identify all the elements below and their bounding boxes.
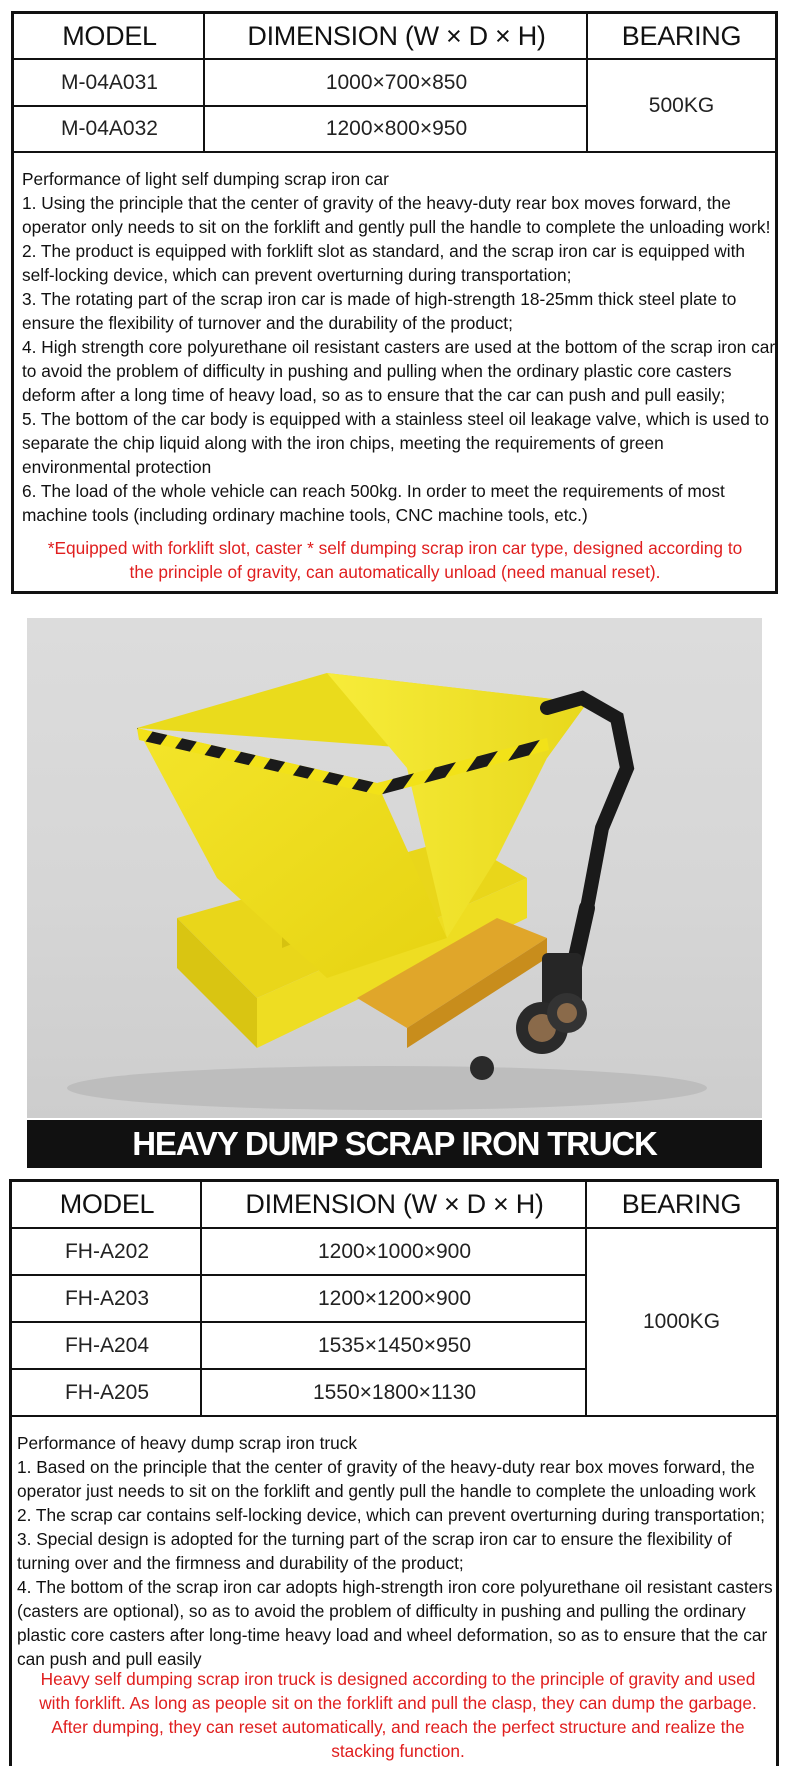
model-cell: M-04A032 bbox=[61, 117, 158, 140]
divider bbox=[14, 105, 588, 107]
spec-block-light bbox=[11, 11, 778, 594]
performance-item: 2. The product is equipped with forklift slot as standard, and the scrap iron car is equipped with self-locking device, which can prevent overturning during transportation; bbox=[22, 241, 746, 285]
dimension-cell: 1200×1000×900 bbox=[318, 1239, 471, 1263]
divider bbox=[12, 1368, 587, 1370]
divider bbox=[14, 58, 775, 60]
performance-text-heavy bbox=[17, 1431, 777, 1671]
performance-item: 3. Special design is adopted for the turning part of the scrap iron car to ensure the flexibility of turning over and the firmness and durability of the product; bbox=[17, 1529, 732, 1573]
performance-item: 6. The load of the whole vehicle can reach 500kg. In order to meet the requirements of most machine tools (including ordinary machine tools, CNC machine tools, etc.) bbox=[22, 481, 725, 525]
divider bbox=[200, 1182, 202, 1415]
performance-item: 4. The bottom of the scrap iron car adopts high-strength iron core polyurethane oil resistant casters (casters are optional), so as to avoid the problem of difficulty in pushing and pulling the ordinary plastic core casters after long-time heavy load and wheel deformation, so as to ensure that the car can push and pull easily bbox=[17, 1577, 773, 1669]
divider bbox=[203, 14, 205, 151]
performance-title: Performance of heavy dump scrap iron truck bbox=[17, 1433, 358, 1453]
product-banner: HEAVY DUMP SCRAP IRON TRUCK bbox=[27, 1120, 762, 1168]
model-cell: FH-A202 bbox=[64, 1239, 150, 1263]
performance-item: 3. The rotating part of the scrap iron car is made of high-strength 18-25mm thick steel plate to ensure the flexibility of turnover and the durability of the product; bbox=[22, 289, 737, 333]
model-cell: FH-A204 bbox=[64, 1333, 150, 1357]
dimension-cell: 1200×800×950 bbox=[325, 117, 468, 140]
header-bearing: BEARING bbox=[621, 20, 742, 51]
scrap-truck-illustration bbox=[27, 618, 762, 1118]
header-dimension: DIMENSION (W × D × H) bbox=[247, 20, 546, 51]
dimension-cell: 1550×1800×1130 bbox=[312, 1380, 477, 1404]
divider bbox=[586, 14, 588, 151]
model-cell: M-04A031 bbox=[61, 70, 158, 94]
divider bbox=[12, 1227, 776, 1229]
highlight-note: Heavy self dumping scrap iron truck is designed according to the principle of gravity and used with forklift. As long as people sit on the forklift and pull the clasp, they can dump the garbage. After dumping, they can reset automatically, and reach the perfect structure and realize the stacking function. bbox=[39, 1669, 757, 1761]
performance-item: 1. Based on the principle that the center of gravity of the heavy-duty rear box moves forward, the operator just needs to sit on the forklift and gently pull the handle to complete the unloading work bbox=[17, 1457, 756, 1501]
highlight-note: *Equipped with forklift slot, caster * self dumping scrap iron car type, designed according to the principle of gravity, can automatically unload (need manual reset). bbox=[47, 538, 743, 582]
model-cell: FH-A205 bbox=[64, 1380, 150, 1404]
header-dimension: DIMENSION (W × D × H) bbox=[245, 1189, 544, 1219]
divider bbox=[585, 1182, 587, 1415]
product-photo bbox=[27, 618, 762, 1118]
performance-title: Performance of light self dumping scrap iron car bbox=[22, 169, 389, 189]
performance-item: 1. Using the principle that the center of gravity of the heavy-duty rear box moves forward, the operator only needs to sit on the forklift and gently pull the handle to complete the unloading work! bbox=[22, 193, 771, 237]
divider bbox=[12, 1415, 776, 1417]
model-cell: FH-A203 bbox=[64, 1286, 150, 1310]
performance-text-light bbox=[22, 167, 776, 527]
divider bbox=[12, 1274, 587, 1276]
dimension-cell: 1000×700×850 bbox=[325, 70, 468, 94]
header-model: MODEL bbox=[59, 1189, 155, 1219]
header-model: MODEL bbox=[62, 20, 157, 51]
header-bearing: BEARING bbox=[621, 1189, 742, 1219]
divider bbox=[12, 1321, 587, 1323]
dimension-cell: 1200×1200×900 bbox=[318, 1286, 471, 1310]
bearing-cell: 500KG bbox=[648, 93, 715, 117]
performance-item: 5. The bottom of the car body is equipped with a stainless steel oil leakage valve, which is used to separate the chip liquid along with the iron chips, meeting the requirements of green environmental protection bbox=[22, 409, 770, 477]
bearing-cell: 1000KG bbox=[642, 1310, 721, 1333]
dimension-cell: 1535×1450×950 bbox=[318, 1333, 471, 1357]
performance-item: 4. High strength core polyurethane oil resistant casters are used at the bottom of the scrap iron car to avoid the problem of difficulty in pushing and pulling when the ordinary plastic core casters deform after a long time of heavy load, so as to ensure that the car can push and pull easily; bbox=[22, 337, 776, 405]
divider bbox=[14, 151, 775, 153]
performance-item: 2. The scrap car contains self-locking device, which can prevent overturning during transportation; bbox=[17, 1505, 765, 1525]
spec-block-heavy bbox=[9, 1179, 779, 1766]
